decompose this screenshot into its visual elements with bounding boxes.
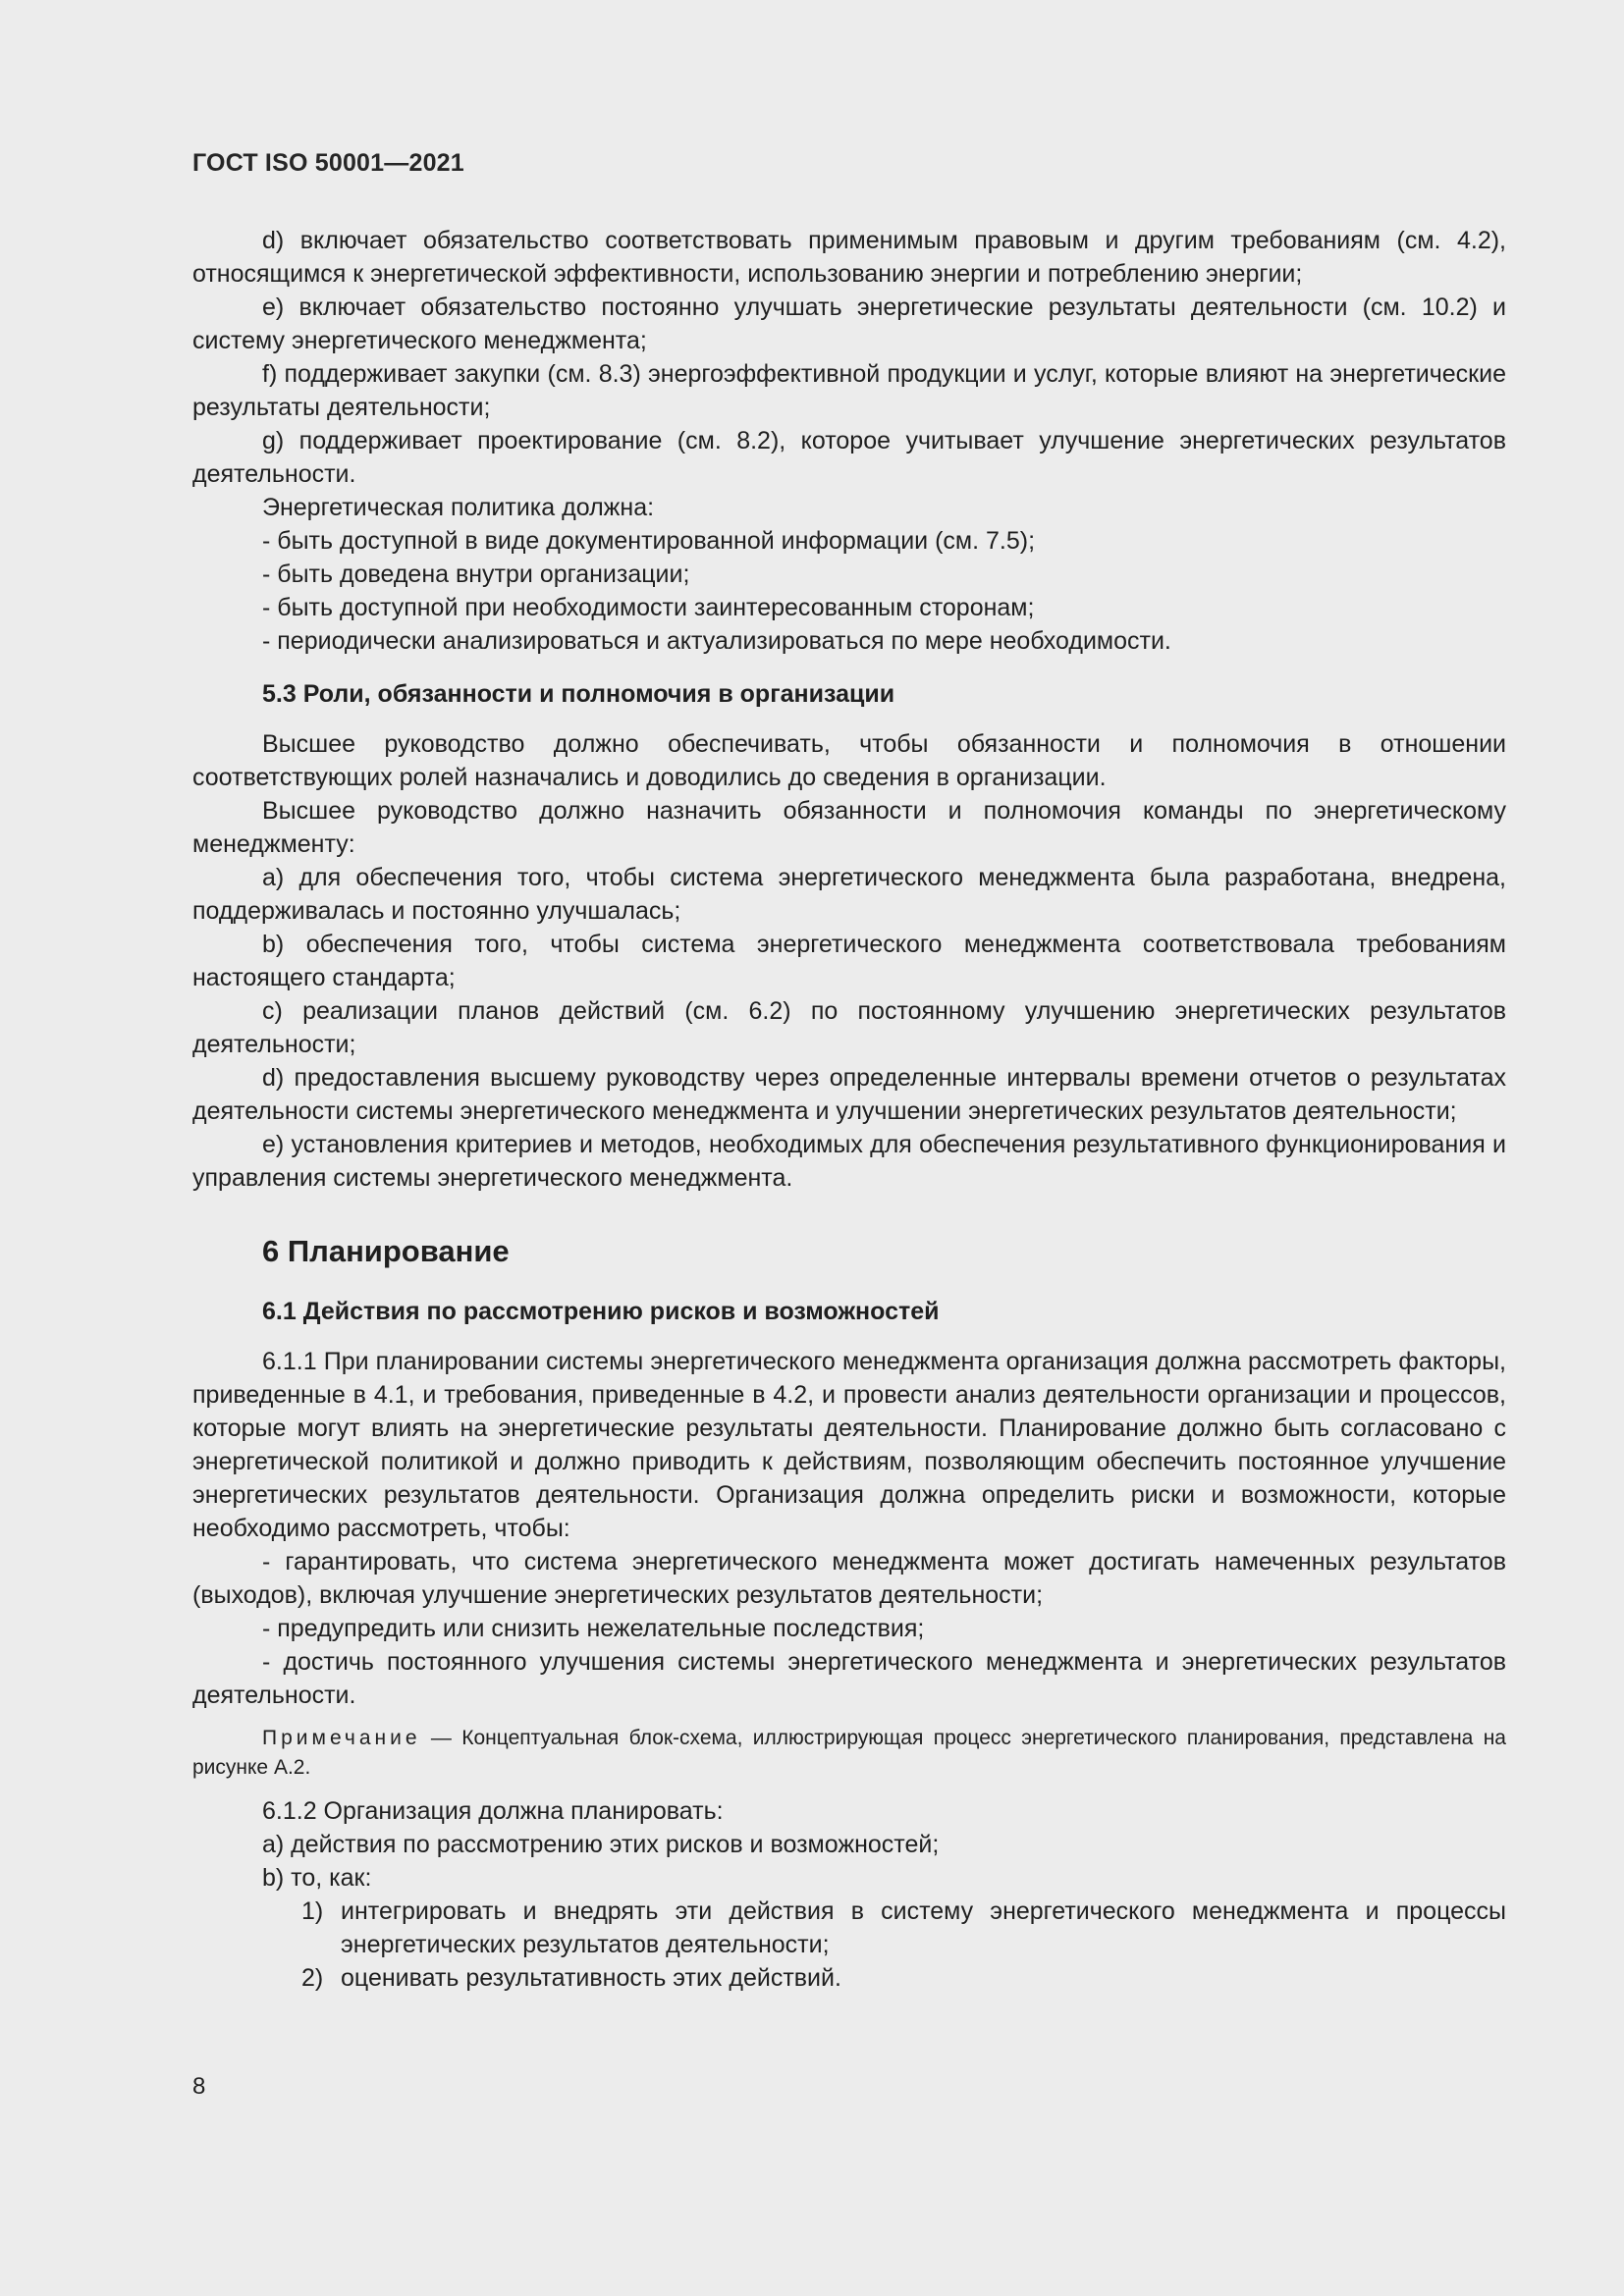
section-6-1-heading: 6.1 Действия по рассмотрению рисков и возможностей [262,1298,940,1325]
note [192,1724,1506,1783]
paragraph-e: e) включает обязательство постоянно улучшать энергетические результаты деятельности (см. 10.2) и систему энергетического менеджмента; [192,294,1506,354]
note-text: — Концептуальная блок-схема, иллюстрирующая процесс энергетического планирования, представлена на рисунке А.2. [192,1727,1506,1779]
section-5-3-item-e: e) установления критериев и методов, необходимых для обеспечения результативного функционирования и управления системы энергетического менеджмента. [192,1131,1506,1192]
sub-item-2 [192,1961,1506,1995]
document-header: ГОСТ ISO 50001—2021 [192,149,464,177]
section-5-3-item-d: d) предоставления высшему руководству через определенные интервалы времени отчетов о результатах деятельности системы энергетического менеджмента и улучшении энергетических результатов деятельности; [192,1064,1506,1125]
sub-item-1-text: интегрировать и внедрять эти действия в систему энергетического менеджмента и процессы энергетических результатов деятельности; [341,1897,1506,1958]
section-5-3-item-a: a) для обеспечения того, чтобы система энергетического менеджмента была разработана, внедрена, поддерживалась и постоянно улучшалась; [192,864,1506,925]
sub-item-2-number: 2) [301,1964,324,1992]
section-6-1-2-item-b: b) то, как: [262,1864,372,1892]
sub-item-2-text: оценивать результативность этих действий. [341,1964,841,1992]
section-5-3-item-c: c) реализации планов действий (см. 6.2) по постоянному улучшению энергетических результатов деятельности; [192,997,1506,1058]
policy-item-3: - быть доступной при необходимости заинтересованным сторонам; [262,594,1035,621]
note-label: Примечание [262,1727,421,1749]
section-6-1-1-paragraph: 6.1.1 При планировании системы энергетического менеджмента организация должна рассмотреть факторы, приведенные в 4.1, и требования, приведенные в 4.2, и провести анализ деятельности организации и процессов, которые могут влиять на энергетические результаты деятельности. Планирование должно быть согласовано с энергетической политикой и должно приводить к действиям, позволяющим обеспечить постоянное улучшение энергетических результатов деятельности. Организация должна определить риски и возможности, которые необходимо рассмотреть, чтобы: [192,1348,1506,1542]
sub-item-1-number: 1) [301,1897,324,1925]
policy-intro: Энергетическая политика должна: [262,494,655,521]
section-6-1-2-item-a: a) действия по рассмотрению этих рисков и возможностей; [262,1831,940,1858]
policy-item-4: - периодически анализироваться и актуализироваться по мере необходимости. [262,627,1171,655]
paragraph-f: f) поддерживает закупки (см. 8.3) энергоэффективной продукции и услуг, которые влияют на энергетические результаты деятельности; [192,360,1506,421]
policy-item-1: - быть доступной в виде документированной информации (см. 7.5); [262,527,1036,555]
document-body [192,224,1506,1995]
section-6-heading: 6 Планирование [262,1234,510,1268]
section-6-1-1-bullet-2: - предупредить или снизить нежелательные последствия; [262,1615,925,1642]
policy-item-2: - быть доведена внутри организации; [262,561,690,588]
section-5-3-item-b: b) обеспечения того, чтобы система энергетического менеджмента соответствовала требованиям настоящего стандарта; [192,931,1506,991]
paragraph-d: d) включает обязательство соответствовать применимым правовым и другим требованиям (см. 4.2), относящимся к энергетической эффективности, использованию энергии и потреблению энергии; [192,227,1506,288]
section-5-3-paragraph-2: Высшее руководство должно назначить обязанности и полномочия команды по энергетическому менеджменту: [192,797,1506,858]
section-5-3-heading: 5.3 Роли, обязанности и полномочия в организации [262,680,895,708]
section-6-1-2-paragraph: 6.1.2 Организация должна планировать: [262,1797,724,1825]
section-6-1-1-bullet-1: - гарантировать, что система энергетического менеджмента может достигать намеченных результатов (выходов), включая улучшение энергетических результатов деятельности; [192,1548,1506,1609]
sub-item-1 [192,1895,1506,1961]
paragraph-g: g) поддерживает проектирование (см. 8.2), которое учитывает улучшение энергетических результатов деятельности. [192,427,1506,488]
section-5-3-paragraph-1: Высшее руководство должно обеспечивать, чтобы обязанности и полномочия в отношении соответствующих ролей назначались и доводились до сведения в организации. [192,730,1506,791]
page-number: 8 [192,2073,206,2100]
section-6-1-1-bullet-3: - достичь постоянного улучшения системы энергетического менеджмента и энергетических результатов деятельности. [192,1648,1506,1709]
